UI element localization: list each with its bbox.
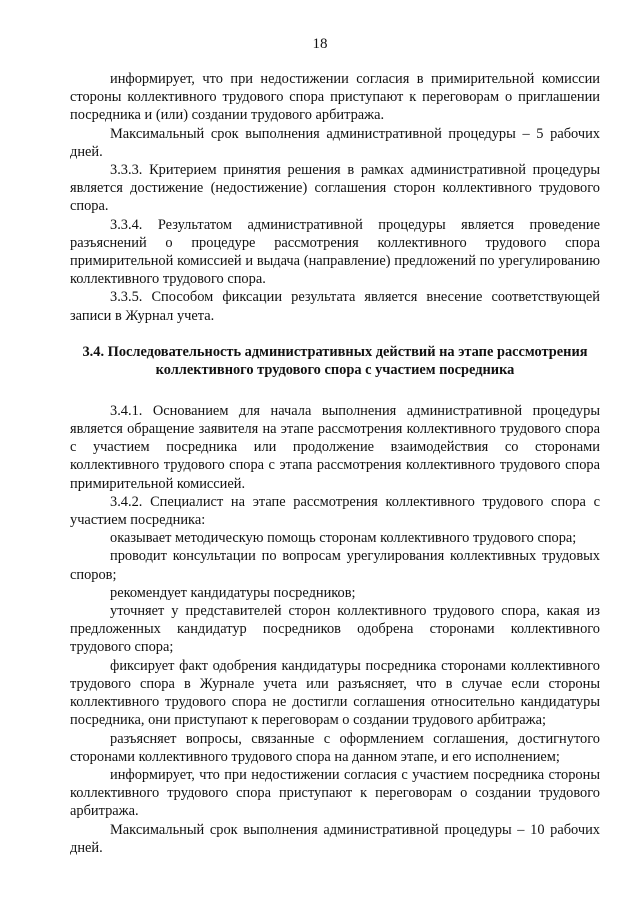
list-item: разъясняет вопросы, связанные с оформлением соглашения, достигнутого сторонами коллективного трудового спора на данном этапе, и его исполнением; (70, 730, 600, 765)
list-item: рекомендует кандидатуры посредников; (110, 584, 356, 601)
list-item: проводит консультации по вопросам урегулирования коллективных трудовых споров; (70, 548, 600, 583)
paragraph: 3.4.1. Основанием для начала выполнения административной процедуры является обращение заявителя на этапе рассмотрения коллективного трудового спора с участием посредника или продолжение взаимодействия со сторонами коллективного трудового спора с этапа рассмотрения коллективного трудового спора примирительной комиссией. (70, 402, 600, 492)
paragraph: 3.3.5. Способом фиксации результата является внесение соответствующей записи в Журнал учета. (70, 289, 600, 324)
paragraph: информирует, что при недостижении согласия в примирительной комиссии стороны коллективного трудового спора приступают к переговорам о приглашении посредника и (или) создании трудового арбитража. (70, 71, 600, 124)
section-heading: 3.4. Последовательность административных действий на этапе рассмотрения коллективного трудового спора с участием посредника (82, 343, 588, 379)
list-item: информирует, что при недостижении согласия с участием посредника стороны коллективного трудового спора приступают к переговорам о создании трудового арбитража. (70, 766, 600, 820)
document-body (70, 70, 600, 857)
list-item: уточняет у представителей сторон коллективного трудового спора, какая из предложенных кандидатур посредников одобрена сторонами коллективного трудового спора; (70, 603, 600, 656)
paragraph: 3.3.3. Критерием принятия решения в рамках административной процедуры является достижение (недостижение) соглашения сторон коллективного трудового спора. (70, 162, 600, 215)
paragraph: Максимальный срок выполнения административной процедуры – 10 рабочих дней. (70, 821, 600, 856)
paragraph: Максимальный срок выполнения административной процедуры – 5 рабочих дней. (70, 125, 600, 160)
paragraph: 3.3.4. Результатом административной процедуры является проведение разъяснений о процедуре рассмотрения коллективного трудового спора примирительной комиссией и выдача (направление) предложений по урегулированию коллективного трудового спора. (70, 216, 600, 288)
page-number: 18 (312, 36, 328, 52)
list-item: оказывает методическую помощь сторонам коллективного трудового спора; (110, 530, 577, 547)
list-item: фиксирует факт одобрения кандидатуры посредника сторонами коллективного трудового спора в Журнале учета или разъясняет, что в случае если стороны коллективного трудового спора не достигли соглашения относительно кандидатуры посредника, они приступают к переговорам о создании трудового арбитража; (70, 657, 600, 729)
paragraph: 3.4.2. Специалист на этапе рассмотрения коллективного трудового спора с участием посредника: (70, 493, 600, 529)
